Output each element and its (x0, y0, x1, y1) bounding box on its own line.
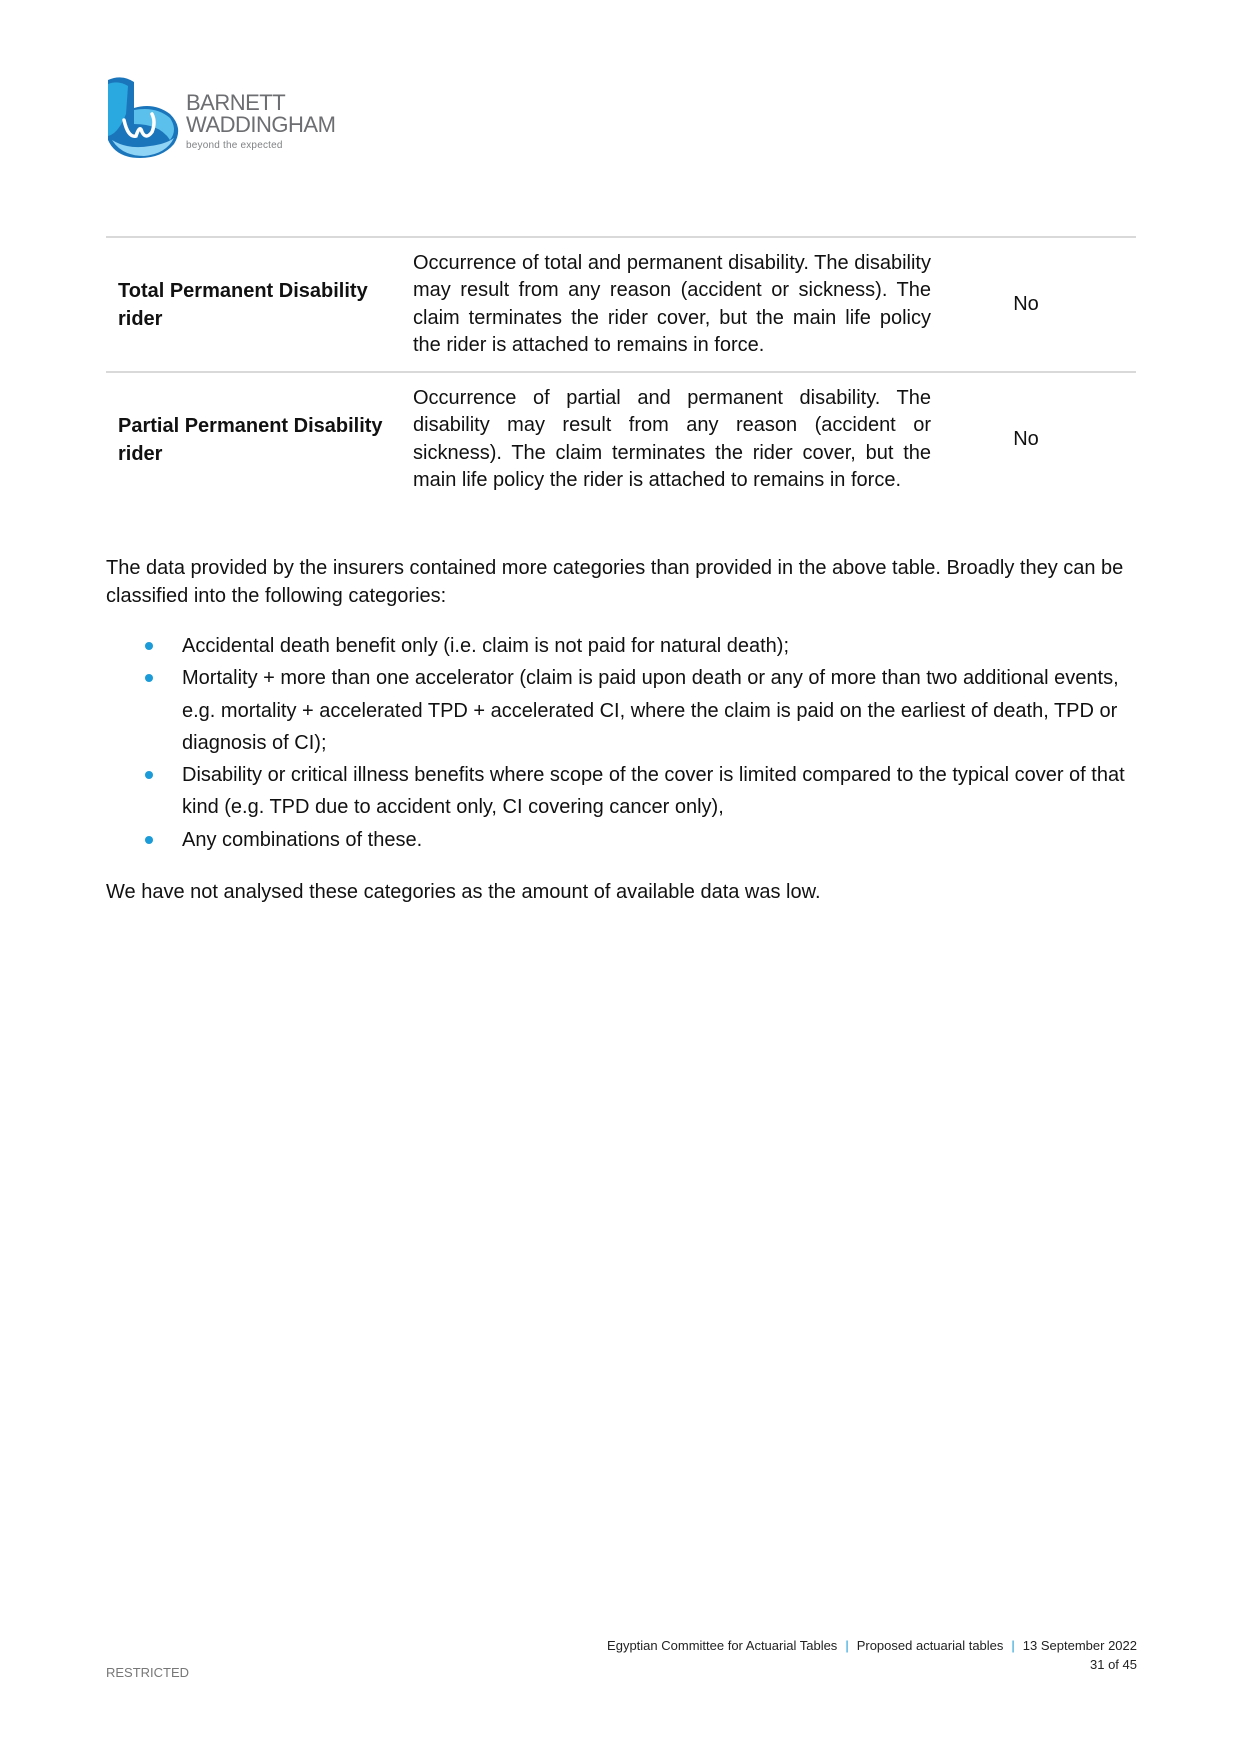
rider-description (413, 238, 931, 371)
category-list (106, 630, 1146, 856)
list-item-text: Disability or critical illness benefits where scope of the cover is limited compared to the typical cover of that kind (e.g. TPD due to accident only, CI covering cancer only), (182, 764, 1125, 819)
footer-client: Egyptian Committee for Actuarial Tables (607, 1638, 838, 1653)
footer-date: 13 September 2022 (1022, 1638, 1137, 1653)
rider-name: Partial Permanent Disability rider (118, 414, 383, 465)
bullet-icon (145, 771, 153, 779)
footer-separator: | (845, 1638, 849, 1653)
rider-description-text: Occurrence of total and permanent disability. The disability may result from any reason (accident or sickness). The claim terminates the rider cover, but the main life policy the rider is attached to remains in force. (413, 251, 931, 356)
list-item (106, 759, 1146, 824)
rider-value: No (1013, 428, 1039, 450)
list-item (106, 824, 1146, 856)
bullet-icon (145, 674, 153, 682)
footer-document: Proposed actuarial tables (856, 1638, 1004, 1653)
bullet-icon (145, 642, 153, 650)
page-number: 31 of 45 (1090, 1657, 1137, 1672)
rider-value: No (1013, 293, 1039, 315)
bullet-icon (145, 836, 153, 844)
company-logo (104, 74, 364, 160)
barnett-waddingham-logo-icon (104, 74, 184, 160)
list-item-text: Mortality + more than one accelerator (claim is paid upon death or any of more than two additional events, e.g. mortality + accelerated TPD + accelerated CI, where the claim is paid on the earliest of death, TPD or diagnosis of CI); (182, 667, 1119, 754)
table-row (106, 371, 1136, 506)
conclusion-paragraph: We have not analysed these categories as the amount of available data was low. (106, 881, 821, 903)
list-item-text: Accidental death benefit only (i.e. claim is not paid for natural death); (182, 635, 790, 657)
list-item (106, 630, 1146, 662)
list-item (106, 662, 1146, 759)
logo-tagline: beyond the expected (186, 140, 283, 151)
rider-table (106, 236, 1136, 506)
classification-label: RESTRICTED (106, 1665, 190, 1680)
logo-name-line2: WADDINGHAM (186, 112, 336, 137)
logo-wordmark (186, 92, 335, 136)
rider-description-text: Occurrence of partial and permanent disability. The disability may result from any reason (accident or sickness). The claim terminates the rider cover, but the main life policy the rider is attached to remains in force. (413, 386, 931, 491)
footer-document-info (607, 1638, 1137, 1653)
logo-name-line1: BARNETT (186, 90, 286, 115)
rider-name: Total Permanent Disability rider (118, 279, 368, 330)
rider-description (413, 373, 931, 506)
list-item-text: Any combinations of these. (182, 828, 423, 851)
intro-paragraph: The data provided by the insurers contained more categories than provided in the above table. Broadly they can be classified into the following categories: (106, 557, 1124, 607)
footer-separator: | (1011, 1638, 1015, 1653)
table-row (106, 236, 1136, 371)
